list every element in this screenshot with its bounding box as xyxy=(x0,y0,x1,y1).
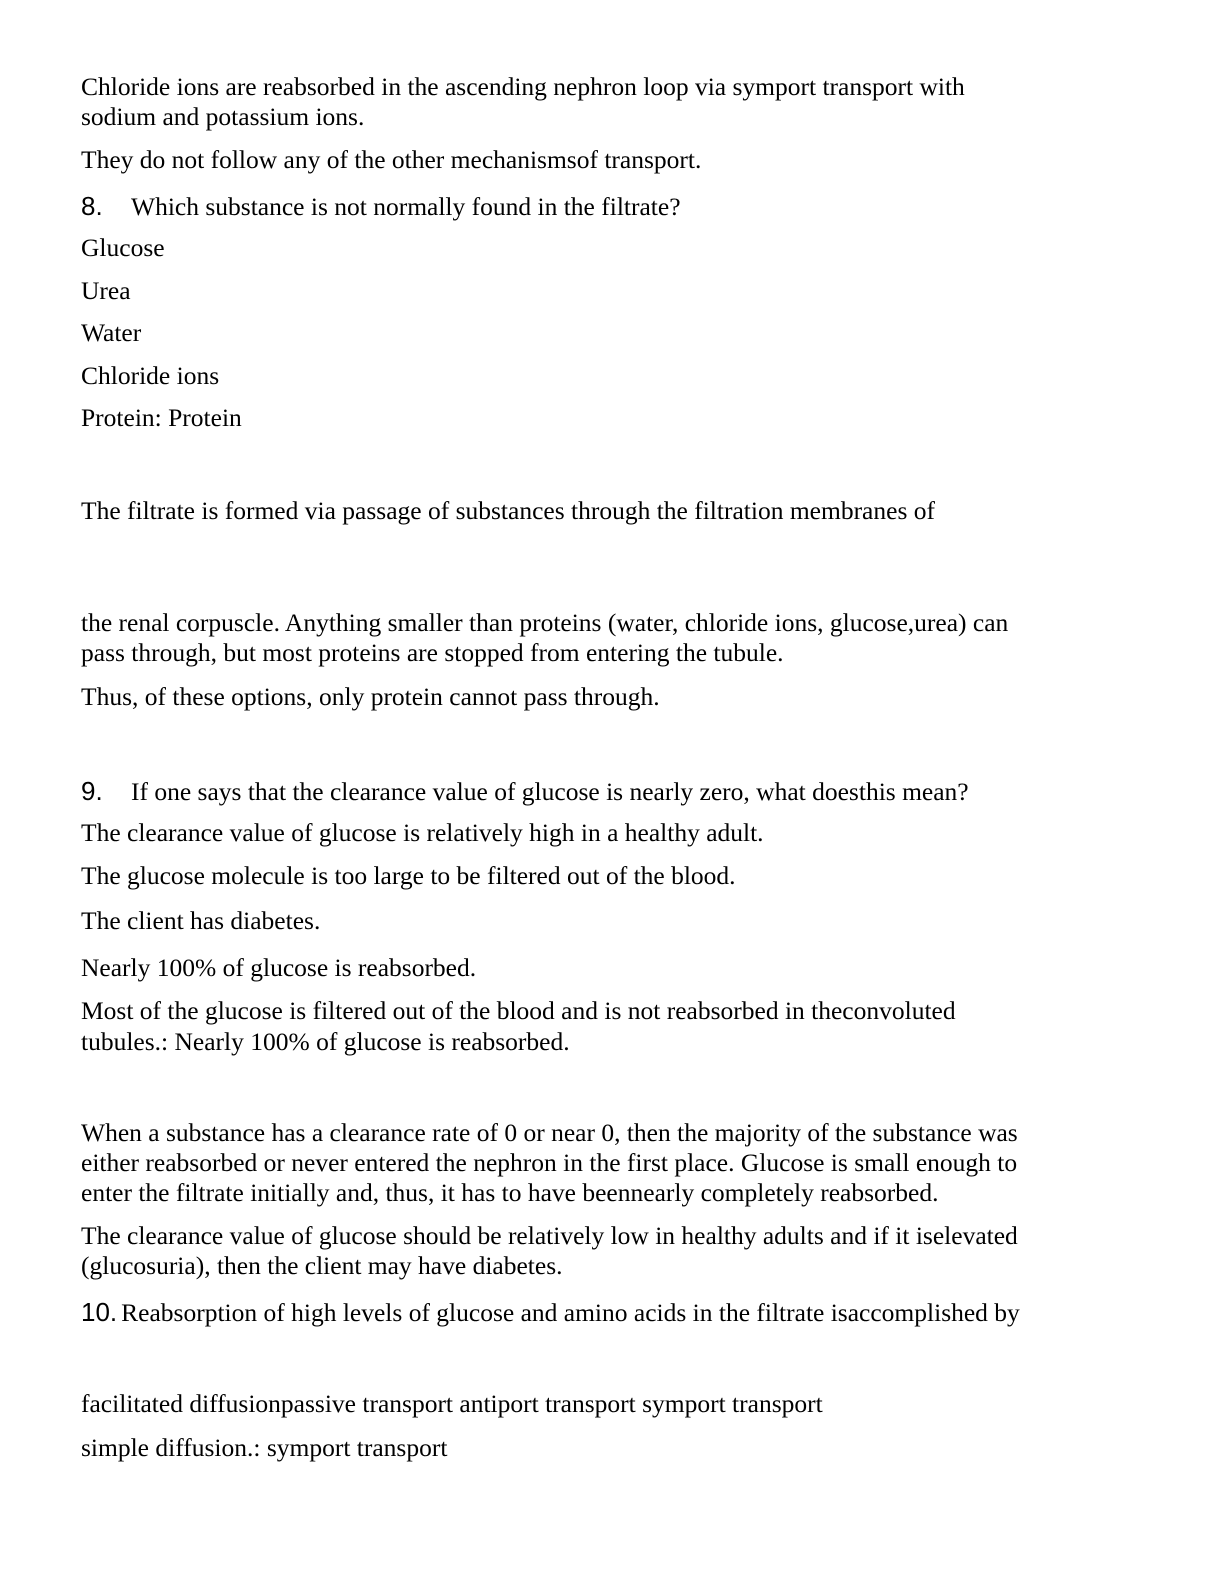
question-number: 9. xyxy=(81,776,103,806)
explanation-line: the renal corpuscle. Anything smaller than proteins (water, chloride ions, glucose,urea) can xyxy=(81,608,1009,637)
question-9 xyxy=(81,776,1141,807)
prev-explanation-line: sodium and potassium ions. xyxy=(81,102,365,131)
answer-option: The clearance value of glucose is relatively high in a healthy adult. xyxy=(81,818,764,847)
question-text: If one says that the clearance value of glucose is nearly zero, what doesthis mean? xyxy=(131,777,969,806)
question-text: Which substance is not normally found in the filtrate? xyxy=(131,192,681,221)
question-text: Reabsorption of high levels of glucose and amino acids in the filtrate isaccomplished by xyxy=(121,1298,1020,1327)
explanation-line: either reabsorbed or never entered the nephron in the first place. Glucose is small enough to xyxy=(81,1148,1018,1177)
question-8 xyxy=(81,191,1141,222)
answer-line: simple diffusion.: symport transport xyxy=(81,1433,448,1462)
explanation-line: The filtrate is formed via passage of substances through the filtration membranes of xyxy=(81,496,935,525)
answer-option-with-answer: Protein: Protein xyxy=(81,403,242,432)
answer-option: The glucose molecule is too large to be filtered out of the blood. xyxy=(81,861,736,890)
answer-option: The client has diabetes. xyxy=(81,906,321,935)
answer-option-with-answer: tubules.: Nearly 100% of glucose is reabsorbed. xyxy=(81,1027,570,1056)
prev-explanation-line: Chloride ions are reabsorbed in the ascending nephron loop via symport transport with xyxy=(81,72,965,101)
explanation-line: enter the filtrate initially and, thus, it has to have beennearly completely reabsorbed. xyxy=(81,1178,939,1207)
prev-explanation-line: They do not follow any of the other mechanismsof transport. xyxy=(81,145,702,174)
answer-option: Nearly 100% of glucose is reabsorbed. xyxy=(81,953,477,982)
answer-option: Water xyxy=(81,318,142,347)
explanation-line: Thus, of these options, only protein cannot pass through. xyxy=(81,682,660,711)
question-10 xyxy=(81,1297,1141,1328)
answer-option: Urea xyxy=(81,276,131,305)
answer-option: Most of the glucose is filtered out of the blood and is not reabsorbed in theconvoluted xyxy=(81,996,956,1025)
answer-option: Glucose xyxy=(81,233,165,262)
answer-option: Chloride ions xyxy=(81,361,220,390)
answer-options-line: facilitated diffusionpassive transport antiport transport symport transport xyxy=(81,1389,823,1418)
explanation-line: (glucosuria), then the client may have diabetes. xyxy=(81,1251,563,1280)
explanation-line: The clearance value of glucose should be relatively low in healthy adults and if it iselevated xyxy=(81,1221,1018,1250)
question-number: 10. xyxy=(81,1297,118,1327)
explanation-line: When a substance has a clearance rate of 0 or near 0, then the majority of the substance was xyxy=(81,1118,1018,1147)
question-number: 8. xyxy=(81,191,103,221)
explanation-line: pass through, but most proteins are stopped from entering the tubule. xyxy=(81,638,784,667)
